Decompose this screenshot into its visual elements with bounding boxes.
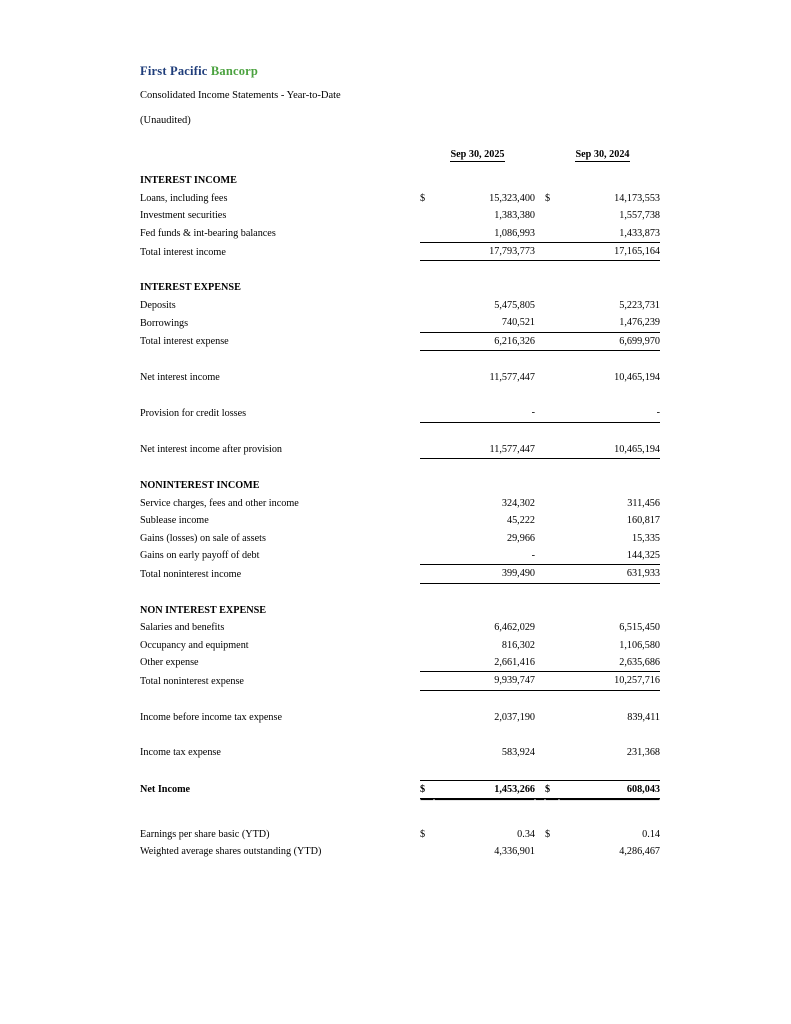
- gap: [535, 637, 545, 654]
- empty: [420, 477, 660, 494]
- spacer: [140, 798, 660, 817]
- table-row: [140, 314, 660, 332]
- gap: [535, 297, 545, 314]
- row-label: Total noninterest income: [140, 568, 242, 580]
- spacer: [140, 422, 660, 441]
- currency-symbol: [420, 441, 434, 459]
- currency-symbol: [545, 404, 559, 422]
- table-row: [140, 512, 660, 529]
- value-period-1: 17,793,773: [434, 243, 535, 261]
- row-label: Total noninterest expense: [140, 675, 244, 687]
- currency-symbol: $: [420, 192, 426, 204]
- value-period-2: 0.14: [642, 828, 660, 840]
- currency-symbol: [420, 512, 434, 529]
- row-label: Borrowings: [140, 317, 189, 329]
- brand-secondary: Bancorp: [210, 64, 259, 78]
- value-period-1: 9,939,747: [434, 672, 535, 690]
- gap: [535, 441, 545, 459]
- spacer: [140, 583, 660, 602]
- table-row-total: [140, 243, 660, 261]
- currency-symbol: [545, 637, 559, 654]
- currency-symbol: [420, 243, 434, 261]
- spacer: [140, 351, 660, 370]
- currency-symbol: [420, 495, 434, 512]
- spacer: [140, 817, 660, 826]
- table-row: [140, 619, 660, 636]
- value-period-2: 6,699,970: [559, 332, 660, 350]
- currency-symbol: [545, 512, 559, 529]
- value-period-1: 816,302: [501, 639, 535, 651]
- currency-symbol: [545, 547, 559, 565]
- value-period-1: 6,462,029: [494, 622, 535, 634]
- currency-symbol: [545, 225, 559, 243]
- row-label: Fed funds & int-bearing balances: [140, 228, 276, 240]
- value-period-1: 45,222: [506, 515, 535, 527]
- currency-symbol: [545, 441, 559, 459]
- table-row-provision: [140, 404, 660, 422]
- gap: [535, 547, 545, 565]
- value-period-1: 5,475,805: [494, 299, 535, 311]
- currency-symbol: [420, 404, 434, 422]
- gap: [535, 780, 545, 798]
- currency-symbol: [420, 672, 434, 690]
- spacer: [140, 459, 660, 478]
- value-period-2: -: [559, 404, 660, 422]
- value-period-1: -: [434, 547, 535, 565]
- value-period-1: 324,302: [501, 497, 535, 509]
- currency-symbol: [545, 744, 559, 761]
- value-period-1: 2,661,416: [434, 654, 535, 672]
- table-row-eps: [140, 826, 660, 843]
- value-period-2: 608,043: [559, 780, 660, 798]
- currency-symbol: [545, 530, 559, 547]
- table-row: [140, 530, 660, 547]
- spacer: [140, 726, 660, 744]
- value-period-2: 10,465,194: [559, 441, 660, 459]
- gap: [535, 369, 545, 386]
- spacer: [140, 771, 660, 781]
- currency-symbol: [420, 843, 434, 860]
- value-period-2: 144,325: [559, 547, 660, 565]
- table-row: [140, 495, 660, 512]
- currency-symbol: [545, 314, 559, 332]
- gap: [535, 332, 545, 350]
- value-period-1: 29,966: [506, 532, 535, 544]
- currency-symbol: [420, 207, 434, 224]
- currency-symbol: [545, 654, 559, 672]
- header-gap: [535, 146, 545, 163]
- value-period-1: 0.34: [517, 828, 535, 840]
- value-period-2: 631,933: [559, 565, 660, 583]
- currency-symbol: $: [545, 780, 559, 798]
- section-heading-label: NON INTEREST EXPENSE: [140, 604, 267, 616]
- spacer: [140, 690, 660, 709]
- table-row: [140, 207, 660, 224]
- row-label: Total interest expense: [140, 336, 229, 348]
- row-label: Investment securities: [140, 210, 227, 222]
- currency-symbol: [420, 297, 434, 314]
- value-period-1: -: [434, 404, 535, 422]
- empty: [420, 172, 660, 189]
- table-row-net-income: [140, 780, 660, 798]
- currency-symbol: [545, 332, 559, 350]
- currency-symbol: [420, 637, 434, 654]
- gap: [535, 530, 545, 547]
- value-period-2: 6,515,450: [619, 622, 660, 634]
- section-heading-interest-expense: [140, 279, 660, 296]
- value-period-1: 11,577,447: [434, 441, 535, 459]
- period-1-header: Sep 30, 2025: [450, 149, 505, 160]
- table-row-total: [140, 565, 660, 583]
- currency-symbol: [420, 744, 434, 761]
- unaudited-note: (Unaudited): [140, 115, 191, 126]
- row-label: Other expense: [140, 657, 199, 669]
- row-label: Weighted average shares outstanding (YTD): [140, 846, 322, 858]
- value-period-2: 2,635,686: [559, 654, 660, 672]
- value-period-1: 11,577,447: [489, 372, 535, 384]
- header-spacer: [140, 146, 420, 163]
- gap: [535, 512, 545, 529]
- currency-symbol: [545, 243, 559, 261]
- table-row-pretax-income: [140, 709, 660, 726]
- value-period-1: 6,216,326: [434, 332, 535, 350]
- gap: [535, 565, 545, 583]
- section-heading-label: NONINTEREST INCOME: [140, 480, 260, 492]
- value-period-2: 1,476,239: [559, 314, 660, 332]
- value-period-2: 17,165,164: [559, 243, 660, 261]
- currency-symbol: $: [545, 192, 551, 204]
- currency-symbol: [420, 332, 434, 350]
- gap: [535, 744, 545, 761]
- row-label: Total interest income: [140, 246, 226, 258]
- value-period-2: 15,335: [631, 532, 660, 544]
- period-2-header: Sep 30, 2024: [575, 149, 630, 160]
- value-period-2: 311,456: [627, 497, 660, 509]
- value-period-2: 14,173,553: [614, 192, 660, 204]
- table-row-net-interest-income: [140, 369, 660, 386]
- currency-symbol: [420, 619, 434, 636]
- currency-symbol: [420, 547, 434, 565]
- value-period-1: 4,336,901: [494, 846, 535, 858]
- section-heading-label: INTEREST INCOME: [140, 175, 237, 187]
- row-label: Occupancy and equipment: [140, 639, 249, 651]
- table-row: [140, 190, 660, 207]
- value-period-2: 5,223,731: [619, 299, 660, 311]
- currency-symbol: [545, 297, 559, 314]
- value-period-2: 10,465,194: [614, 372, 660, 384]
- brand-primary: First Pacific: [140, 64, 208, 78]
- row-label: Loans, including fees: [140, 192, 228, 204]
- currency-symbol: [545, 843, 559, 860]
- row-label: Gains on early payoff of debt: [140, 550, 260, 562]
- value-period-1: 1,086,993: [434, 225, 535, 243]
- gap: [535, 207, 545, 224]
- income-statement-table: [140, 146, 660, 861]
- currency-symbol: $: [420, 780, 434, 798]
- table-row-shares: [140, 843, 660, 860]
- currency-symbol: [545, 619, 559, 636]
- currency-symbol: [545, 495, 559, 512]
- currency-symbol: [545, 207, 559, 224]
- currency-symbol: [420, 225, 434, 243]
- row-label: Income before income tax expense: [140, 711, 282, 723]
- table-row: [140, 654, 660, 672]
- row-label: Service charges, fees and other income: [140, 497, 299, 509]
- table-row-total: [140, 672, 660, 690]
- currency-symbol: [420, 530, 434, 547]
- table-row-income-tax: [140, 744, 660, 761]
- currency-symbol: [545, 709, 559, 726]
- gap: [535, 495, 545, 512]
- table-row-net-interest-after-provision: [140, 441, 660, 459]
- row-label: Sublease income: [140, 515, 209, 527]
- row-label: Gains (losses) on sale of assets: [140, 532, 266, 544]
- empty: [420, 279, 660, 296]
- row-label: Earnings per share basic (YTD): [140, 828, 270, 840]
- table-row: [140, 297, 660, 314]
- gap: [535, 826, 545, 843]
- value-period-2: 231,368: [626, 747, 660, 759]
- table-row: [140, 637, 660, 654]
- spacer: [140, 163, 660, 172]
- gap: [535, 243, 545, 261]
- value-period-1: 399,490: [434, 565, 535, 583]
- value-period-2: 1,106,580: [619, 639, 660, 651]
- value-period-1: 740,521: [434, 314, 535, 332]
- gap: [535, 709, 545, 726]
- gap: [535, 654, 545, 672]
- spacer: [140, 762, 660, 771]
- row-label: Net interest income: [140, 372, 220, 384]
- section-heading-noninterest-income: [140, 477, 660, 494]
- company-masthead: [140, 64, 258, 79]
- currency-symbol: $: [420, 828, 426, 840]
- value-period-1: 1,453,266: [434, 780, 535, 798]
- table-row: [140, 225, 660, 243]
- section-heading-interest-income: [140, 172, 660, 189]
- gap: [535, 672, 545, 690]
- currency-symbol: [420, 369, 434, 386]
- value-period-2: 4,286,467: [619, 846, 660, 858]
- currency-symbol: [545, 672, 559, 690]
- value-period-1: 583,924: [501, 747, 535, 759]
- row-label: Salaries and benefits: [140, 622, 225, 634]
- value-period-2: 160,817: [626, 515, 660, 527]
- currency-symbol: [420, 565, 434, 583]
- gap: [535, 225, 545, 243]
- section-heading-noninterest-expense: [140, 602, 660, 619]
- empty: [420, 602, 660, 619]
- value-period-1: 1,383,380: [494, 210, 535, 222]
- gap: [535, 404, 545, 422]
- row-label: Income tax expense: [140, 747, 221, 759]
- value-period-2: 1,557,738: [619, 210, 660, 222]
- gap: [535, 619, 545, 636]
- value-period-1: 2,037,190: [494, 711, 535, 723]
- gap: [535, 314, 545, 332]
- value-period-2: 1,433,873: [559, 225, 660, 243]
- table-row-total: [140, 332, 660, 350]
- value-period-2: 10,257,716: [559, 672, 660, 690]
- spacer: [140, 261, 660, 280]
- currency-symbol: [545, 369, 559, 386]
- table-row: [140, 547, 660, 565]
- value-period-2: 839,411: [627, 711, 660, 723]
- currency-symbol: $: [545, 828, 551, 840]
- currency-symbol: [420, 709, 434, 726]
- gap: [535, 190, 545, 207]
- section-heading-label: INTEREST EXPENSE: [140, 282, 241, 294]
- gap: [535, 843, 545, 860]
- spacer: [140, 386, 660, 404]
- column-header-row: [140, 146, 660, 163]
- currency-symbol: [420, 654, 434, 672]
- row-label: Net Income: [140, 784, 191, 796]
- value-period-1: 15,323,400: [489, 192, 535, 204]
- statement-subtitle: Consolidated Income Statements - Year-to-Date: [140, 90, 341, 101]
- row-label: Provision for credit losses: [140, 407, 247, 419]
- row-label: Net interest income after provision: [140, 444, 283, 456]
- currency-symbol: [545, 565, 559, 583]
- currency-symbol: [420, 314, 434, 332]
- row-label: Deposits: [140, 299, 176, 311]
